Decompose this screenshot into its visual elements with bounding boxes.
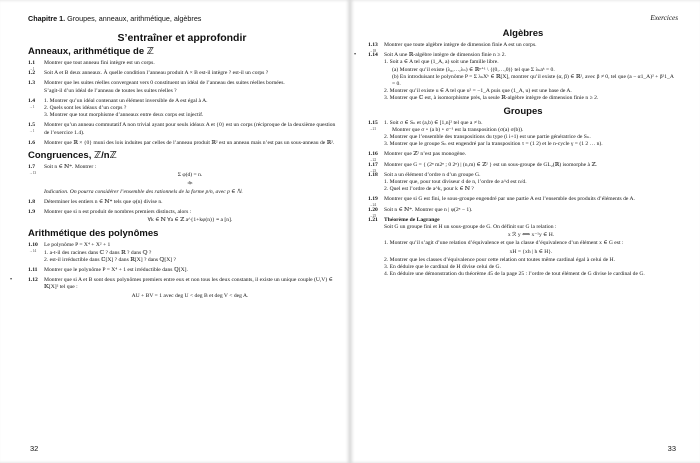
exercise-1-14: • 1.14 Soit A une ℝ-algèbre intègre de dimension finie n ≥ 2. 1. Soit a ∈ A tel que (1_A, a) soit une famille libre. (a) Montrer qu’il existe (λ₀,…,λₙ) ∈ ℝⁿ⁺¹ \ {(0,…,0)} tel que Σ λₖaᵏ = 0. (b) En introduisant le polynôme P = Σ λₖXᵏ ∈ ℝ[X], montrer qu’il existe (α, β) ∈ ℝ², avec β ≠ 0, tel que (a − α1_A)² + β²1_A = 0. 2. Montrer qu’il existe u ∈ A tel que u² = −1_A puis que (1_A, u) est une base de A. 3. Montrer que ℂ est, à isomorphisme près, la seule ℝ-algèbre intègre de dimension finie n ≥ 2. <box>354 52 674 102</box>
exercise-1-7: 1.7 →13 Soit n ∈ ℕ*. Montrer : Σ φ(d) = n. d|n Indication. On pourra considérer l’ensemble des rationnels de la forme p/n, avec p ∈ ℕ. <box>28 164 243 195</box>
section-heading-algebres: Algèbres <box>502 28 544 39</box>
running-header-left <box>28 14 336 26</box>
exercise-1-11: 1.11 Montrer que le polynôme P = X⁴ + 1 est irréductible dans ℚ[X]. <box>28 267 188 274</box>
right-page <box>350 0 700 463</box>
exercise-1-15: 1.15 →21 1. Soit σ ∈ Sₙ et (a,b) ∈ [1,n]² tel que a ≠ b. Montrer que σ ∘ (a b) ∘ σ⁻¹ est la transposition (σ(a) σ(b)). 2. Montrer que l’ensemble des transpositions du type (i i+1) est une partie génératrice de Sₙ. 3. Montrer que le groupe Sₙ est engendré par la transposition τ = (1 2) et le n-cycle γ = (1 2 … n). <box>368 119 603 148</box>
section-heading-anneaux: Anneaux, arithmétique de ℤ <box>28 46 154 57</box>
exercise-1-5: 1.5 →1 Montrer qu’un anneau commutatif A non trivial ayant pour seuls idéaux A et {0} est un corps (réciproque de la deuxième question de l’exercice 1.4). <box>28 122 336 136</box>
exercise-1-21: 1.21 Théorème de Lagrange Soit G un groupe fini et H un sous-groupe de G. On définit sur G la relation : x ℛ y ⟺ x⁻¹y ∈ H. 1. Montrer qu’il s’agit d’une relation d’équivalence et que la classe d’équivalence d’un élément x ∈ G est : xH = {xh | h ∈ H}. 2. Montrer que les classes d’équivalence pour cette relation ont toutes même cardinal égal à celui de H. 3. En déduire que le cardinal de H divise celui de G. 4. En déduire une démonstration du théorème 45 de la page 25 : l’ordre de tout élément de G divise le cardinal de G. <box>368 216 645 278</box>
exercise-1-1: 1.1 →1 Montrer que tout anneau fini intègre est un corps. <box>28 60 155 71</box>
chapter-label: Chapitre 1. <box>28 14 66 23</box>
exercise-1-17: 1.17 →23 Montrer que G = { (2ⁿ m2ⁿ ; 0 2ⁿ) | (n,m) ∈ ℤ² } est un sous-groupe de GL₂(ℝ) isomorphe à ℤ. <box>368 161 597 173</box>
star-marker-icon: • <box>10 277 13 284</box>
exercise-1-16: 1.16 →22 Montrer que ℤ² n’est pas monogène. <box>368 151 467 163</box>
exercise-1-19: 1.19 →24 Montrer que si G est fini, le sous-groupe engendré par une partie A est l’ensemble des produits d’éléments de A. <box>368 196 635 208</box>
section-heading-groupes: Groupes <box>503 105 543 117</box>
exercise-1-2: 1.2 Soit A et B deux anneaux. À quelle condition l’anneau produit A × B est-il intègre ? est-il un corps ? <box>28 70 269 77</box>
exercise-1-6: 1.6 Montrer que ℝ × {0} muni des lois induites par celles de l’anneau produit ℝ² est un anneau mais n’est pas un sous-anneau de ℝ². <box>28 139 335 146</box>
star-marker-icon: • <box>354 52 357 59</box>
exercise-1-12: • 1.12 Montrer que si A et B sont deux polynômes premiers entre eux et non tous les deux constants, il existe un unique couple (U,V) ∈ 𝕂[X]² tel que : AU + BV = 1 avec deg U < deg B et deg V < deg A. <box>10 277 333 299</box>
section-heading-polynomes: Arithmétique des polynômes <box>28 228 159 240</box>
page-number-left: 32 <box>30 444 39 453</box>
chapter-title: Groupes, anneaux, arithmétique, algèbres <box>67 14 202 23</box>
exercise-1-20: 1.20 →25 Soit n ∈ ℕ*. Montrer que n | φ(2ⁿ − 1). <box>368 206 473 218</box>
exercise-1-3: 1.3 Montrer que les suites réelles convergeant vers 0 constituent un idéal de l’anneau des suites réelles bornées. S’agit-il d’un idéal de l’anneau de toutes les suites réelles ? <box>28 80 285 94</box>
exercise-1-9: 1.9 Montrer que si n est produit de nombres premiers distincts, alors : ∀k ∈ ℕ ∀a ∈ ℤ a^{1+kφ(n)} ≡ a [n]. <box>28 209 233 224</box>
section-heading-congruences: Congruences, ℤ/nℤ <box>28 150 117 162</box>
running-header-right: Exercices <box>650 14 678 22</box>
page-title: S’entraîner et approfondir <box>117 32 247 44</box>
exercise-1-4: 1.4 →1 1. Montrer qu’un idéal contenant un élément inversible de A est égal à A. 2. Quels sont les idéaux d’un corps ? 3. Montrer que tout morphisme d’anneaux entre deux corps est injectif. <box>28 97 208 119</box>
exercise-1-13: 1.13 →18 Montrer que toute algèbre intègre de dimension finie A est un corps. <box>368 42 537 53</box>
exercise-1-10: 1.10 →14 Le polynôme P = X⁴ + X² + 1 1. a-t-il des racines dans ℂ ? dans ℝ ? dans ℚ ? 2. est-il irréductible dans ℂ[X] ? dans ℝ[X] ? dans ℚ[X] ? <box>28 242 177 263</box>
page-number-right: 33 <box>667 444 676 453</box>
exercise-1-18: 1.18 Soit a un élément d’ordre n d’un groupe G. 1. Montrer que, pour tout diviseur d de n, l’ordre de a^d est n/d. 2. Quel est l’ordre de a^k, pour k ∈ ℕ ? <box>368 171 527 193</box>
exercise-1-8: 1.8 Déterminer les entiers n ∈ ℕ* tels que φ(n) divise n. <box>28 198 163 205</box>
